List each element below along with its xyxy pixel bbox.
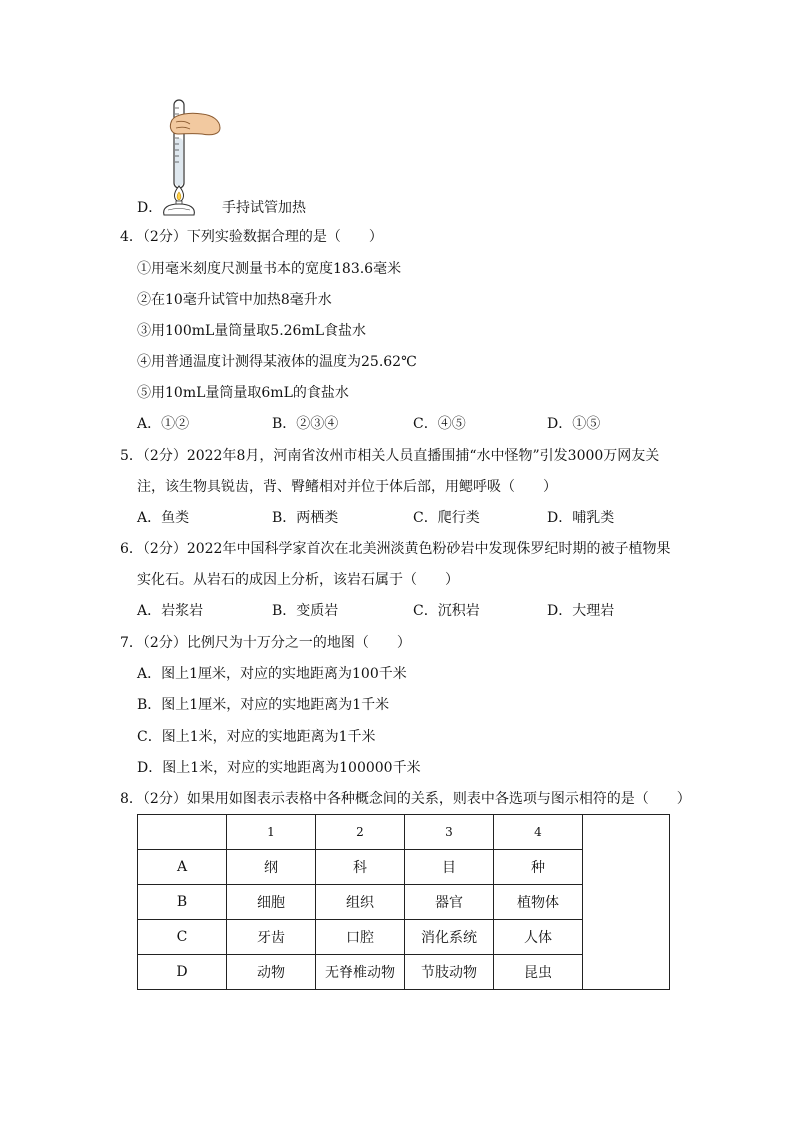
table-cell: 种: [494, 850, 583, 885]
q6-stem-line1: 6．（2分）2022年中国科学家首次在北美洲淡黄色粉砂岩中发现侏罗纪时期的被子植物果: [120, 541, 671, 557]
q5-option-c: C．爬行类: [413, 510, 480, 526]
table-header-cell: 1: [227, 815, 316, 850]
table-cell: 组织: [316, 885, 405, 920]
q4-option-c: C．④⑤: [413, 416, 466, 432]
q8-concept-table: [137, 814, 670, 990]
q4-item-4: ④用普通温度计测得某液体的温度为25.62℃: [137, 354, 417, 370]
table-cell: 无脊椎动物: [316, 955, 405, 990]
test-tube-heating-illustration: [156, 98, 226, 216]
q4-option-a: A．①②: [137, 416, 190, 432]
q3-option-d-text: 手持试管加热: [222, 200, 306, 216]
q6-option-a: A．岩浆岩: [137, 603, 204, 619]
q7-option-b: B．图上1厘米，对应的实地距离为1千米: [137, 697, 390, 713]
q4-option-d: D．①⑤: [547, 416, 601, 432]
table-cell: 牙齿: [227, 920, 316, 955]
table-cell: 科: [316, 850, 405, 885]
q6-option-d: D．大理岩: [547, 603, 615, 619]
table-cell: 动物: [227, 955, 316, 990]
q7-option-a: A．图上1厘米，对应的实地距离为100千米: [137, 666, 407, 682]
q4-item-2: ②在10毫升试管中加热8毫升水: [137, 292, 332, 308]
table-cell: D: [138, 955, 227, 990]
q4-item-3: ③用100mL量筒量取5.26mL食盐水: [137, 323, 367, 339]
table-diagram-cell: [583, 815, 670, 990]
table-cell: 消化系统: [405, 920, 494, 955]
q5-option-b: B．两栖类: [272, 510, 339, 526]
table-header-cell: [138, 815, 227, 850]
table-cell: 植物体: [494, 885, 583, 920]
q4-stem: 4．（2分）下列实验数据合理的是（ ）: [120, 229, 383, 245]
q7-option-c: C．图上1米，对应的实地距离为1千米: [137, 729, 376, 745]
table-cell: 口腔: [316, 920, 405, 955]
table-cell: 细胞: [227, 885, 316, 920]
q6-stem-line2: 实化石。从岩石的成因上分析，该岩石属于（ ）: [137, 572, 459, 588]
table-cell: 纲: [227, 850, 316, 885]
table-cell: B: [138, 885, 227, 920]
q5-stem-line2: 注，该生物具锐齿，背、臀鳍相对并位于体后部，用鳃呼吸（ ）: [137, 479, 557, 495]
table-header-cell: 2: [316, 815, 405, 850]
table-cell: 人体: [494, 920, 583, 955]
table-cell: 目: [405, 850, 494, 885]
table-cell: 节肢动物: [405, 955, 494, 990]
table-cell: 器官: [405, 885, 494, 920]
q7-option-d: D．图上1米，对应的实地距离为100000千米: [137, 760, 421, 776]
table-header-cell: 4: [494, 815, 583, 850]
table-header-row: [138, 815, 670, 850]
table-cell: A: [138, 850, 227, 885]
q7-stem: 7．（2分）比例尺为十万分之一的地图（ ）: [120, 635, 411, 651]
table-header-cell: 3: [405, 815, 494, 850]
q4-item-5: ⑤用10mL量筒量取6mL的食盐水: [137, 385, 349, 401]
q5-option-a: A．鱼类: [137, 510, 190, 526]
q3-option-d-letter: D．: [137, 200, 163, 216]
q8-stem: 8．（2分）如果用如图表示表格中各种概念间的关系，则表中各选项与图示相符的是（ ）: [120, 791, 691, 807]
q6-option-c: C．沉积岩: [413, 603, 480, 619]
table-cell: 昆虫: [494, 955, 583, 990]
q5-stem-line1: 5．（2分）2022年8月，河南省汝州市相关人员直播围捕“水中怪物”引发3000万网友关: [120, 448, 660, 464]
q5-option-d: D．哺乳类: [547, 510, 615, 526]
q6-option-b: B．变质岩: [272, 603, 339, 619]
table-cell: C: [138, 920, 227, 955]
q4-item-1: ①用毫米刻度尺测量书本的宽度183.6毫米: [137, 261, 402, 277]
q4-option-b: B．②③④: [272, 416, 339, 432]
